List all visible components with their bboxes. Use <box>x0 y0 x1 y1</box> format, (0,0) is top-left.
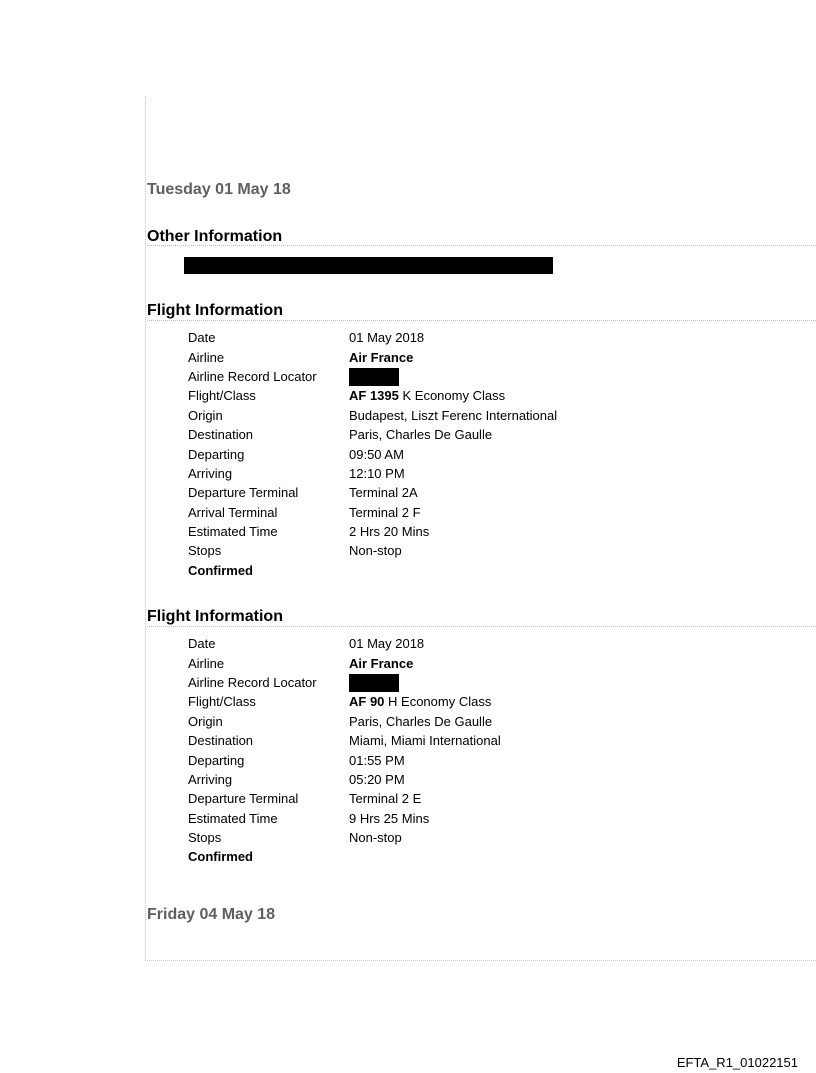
label-destination: Destination <box>188 427 254 443</box>
label-estimated-time: Estimated Time <box>188 810 278 826</box>
section-divider <box>147 320 816 321</box>
value-departure-terminal: Terminal 2 E <box>349 791 422 807</box>
label-estimated-time: Estimated Time <box>188 524 278 540</box>
flight-information-heading: Flight Information <box>147 302 283 319</box>
value-destination: Paris, Charles De Gaulle <box>349 427 493 443</box>
value-estimated-time: 9 Hrs 25 Mins <box>349 810 430 826</box>
label-flight-class: Flight/Class <box>188 388 256 404</box>
detail-row-estimated-time <box>188 809 788 828</box>
label-flight-class: Flight/Class <box>188 694 256 710</box>
detail-row-airline <box>188 653 788 672</box>
value-arriving: 05:20 PM <box>349 771 405 787</box>
itinerary-frame-left-border <box>145 96 146 960</box>
record-locator-redaction <box>349 368 399 386</box>
detail-row-arriving <box>188 464 788 483</box>
value-stops: Non-stop <box>349 830 402 846</box>
value-flight-class <box>349 386 788 405</box>
label-record-locator: Airline Record Locator <box>188 674 317 690</box>
value-airline: Air France <box>349 349 414 365</box>
confirmed-status: Confirmed <box>188 562 253 578</box>
value-arriving: 12:10 PM <box>349 465 405 481</box>
value-arrival-terminal: Terminal 2 F <box>349 504 421 520</box>
booking-class: K Economy Class <box>398 388 506 404</box>
detail-row-stops <box>188 828 788 847</box>
detail-row-date <box>188 634 788 653</box>
value-destination: Miami, Miami International <box>349 733 501 749</box>
record-locator-redaction <box>349 674 399 692</box>
label-stops: Stops <box>188 830 222 846</box>
label-airline: Airline <box>188 655 225 671</box>
value-flight-class <box>349 692 788 711</box>
detail-row-estimated-time <box>188 522 788 541</box>
label-date: Date <box>188 636 216 652</box>
label-record-locator: Airline Record Locator <box>188 368 317 384</box>
detail-row-departure-terminal <box>188 483 788 502</box>
value-stops: Non-stop <box>349 543 402 559</box>
detail-row-record-locator <box>188 673 788 692</box>
label-date: Date <box>188 330 216 346</box>
label-destination: Destination <box>188 733 254 749</box>
day-heading-friday: Friday 04 May 18 <box>147 906 276 923</box>
detail-row-arriving <box>188 770 788 789</box>
detail-row-date <box>188 328 788 347</box>
label-arriving: Arriving <box>188 465 233 481</box>
detail-row-departing <box>188 444 788 463</box>
booking-class: H Economy Class <box>384 694 492 710</box>
value-date: 01 May 2018 <box>349 636 425 652</box>
flight-number: AF 1395 <box>349 388 399 404</box>
value-departing: 09:50 AM <box>349 446 404 462</box>
flight-number: AF 90 <box>349 694 385 710</box>
other-information-heading: Other Information <box>147 228 283 245</box>
label-airline: Airline <box>188 349 225 365</box>
label-departure-terminal: Departure Terminal <box>188 485 299 501</box>
value-departing: 01:55 PM <box>349 752 405 768</box>
value-airline: Air France <box>349 655 414 671</box>
label-stops: Stops <box>188 543 222 559</box>
flight-details-2 <box>188 634 788 867</box>
value-date: 01 May 2018 <box>349 330 425 346</box>
detail-row-airline <box>188 347 788 366</box>
label-origin: Origin <box>188 407 223 423</box>
value-record-locator <box>349 673 788 693</box>
itinerary-frame-bottom-border <box>145 960 816 961</box>
section-divider <box>147 245 816 246</box>
detail-row-flight-class <box>188 386 788 405</box>
flight-details-1 <box>188 328 788 580</box>
detail-row-departing <box>188 750 788 769</box>
detail-row-arrival-terminal <box>188 503 788 522</box>
detail-row-origin <box>188 712 788 731</box>
label-departing: Departing <box>188 446 245 462</box>
value-estimated-time: 2 Hrs 20 Mins <box>349 524 430 540</box>
detail-row-stops <box>188 541 788 560</box>
day-heading-tuesday: Tuesday 01 May 18 <box>147 181 291 198</box>
section-divider <box>147 626 816 627</box>
value-origin: Paris, Charles De Gaulle <box>349 713 493 729</box>
label-arriving: Arriving <box>188 771 233 787</box>
label-origin: Origin <box>188 713 223 729</box>
detail-row-departure-terminal <box>188 789 788 808</box>
label-arrival-terminal: Arrival Terminal <box>188 504 278 520</box>
confirmed-status: Confirmed <box>188 849 253 865</box>
value-departure-terminal: Terminal 2A <box>349 485 418 501</box>
detail-row-origin <box>188 406 788 425</box>
label-departure-terminal: Departure Terminal <box>188 791 299 807</box>
detail-row-record-locator <box>188 367 788 386</box>
flight-information-heading: Flight Information <box>147 608 283 625</box>
label-departing: Departing <box>188 752 245 768</box>
detail-row-destination <box>188 731 788 750</box>
document-id: EFTA_R1_01022151 <box>676 1055 798 1070</box>
detail-row-destination <box>188 425 788 444</box>
detail-row-flight-class <box>188 692 788 711</box>
value-record-locator <box>349 367 788 387</box>
redaction-bar <box>184 257 553 274</box>
value-origin: Budapest, Liszt Ferenc International <box>349 407 558 423</box>
